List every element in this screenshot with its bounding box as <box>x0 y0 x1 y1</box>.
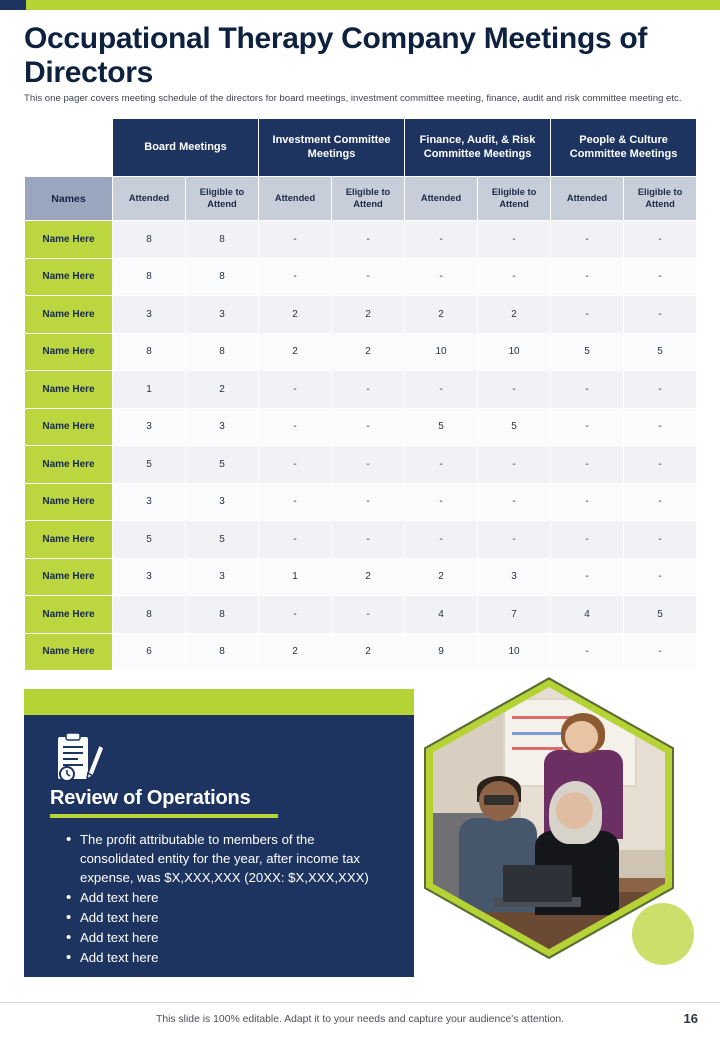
row-name-cell: Name Here <box>25 333 113 371</box>
table-row <box>25 633 697 671</box>
row-name-cell: Name Here <box>25 558 113 596</box>
row-value-cell: - <box>551 371 624 409</box>
row-name-cell: Name Here <box>25 446 113 484</box>
row-value-cell: - <box>478 521 551 559</box>
group-header-finance-audit-risk: Finance, Audit, & Risk Committee Meetings <box>405 119 551 177</box>
row-name-cell: Name Here <box>25 521 113 559</box>
row-value-cell: - <box>551 296 624 334</box>
row-value-cell: - <box>478 221 551 259</box>
row-value-cell: - <box>624 371 697 409</box>
row-value-cell: - <box>551 633 624 671</box>
table-row <box>25 483 697 521</box>
row-value-cell: - <box>478 446 551 484</box>
row-value-cell: 2 <box>332 633 405 671</box>
row-name-cell: Name Here <box>25 483 113 521</box>
row-value-cell: - <box>405 258 478 296</box>
column-header-people-eligible: Eligible to Attend <box>624 177 697 221</box>
table-row <box>25 371 697 409</box>
green-accent-strip <box>24 689 414 715</box>
row-value-cell: 8 <box>186 333 259 371</box>
row-value-cell: 6 <box>113 633 186 671</box>
row-value-cell: 3 <box>186 296 259 334</box>
column-header-board-eligible: Eligible to Attend <box>186 177 259 221</box>
row-value-cell: - <box>551 558 624 596</box>
table-row <box>25 521 697 559</box>
row-value-cell: 2 <box>259 296 332 334</box>
review-title: Review of Operations <box>50 787 251 810</box>
column-header-investment-eligible: Eligible to Attend <box>332 177 405 221</box>
column-header-people-attended: Attended <box>551 177 624 221</box>
table-row <box>25 296 697 334</box>
row-value-cell: - <box>405 521 478 559</box>
review-title-underline <box>50 814 278 818</box>
row-name-cell: Name Here <box>25 296 113 334</box>
table-row <box>25 333 697 371</box>
row-value-cell: - <box>332 258 405 296</box>
row-value-cell: - <box>332 371 405 409</box>
row-value-cell: - <box>551 221 624 259</box>
group-header-people-culture: People & Culture Committee Meetings <box>551 119 697 177</box>
meetings-table <box>24 118 697 671</box>
column-header-finance-eligible: Eligible to Attend <box>478 177 551 221</box>
row-value-cell: - <box>259 483 332 521</box>
row-value-cell: - <box>259 446 332 484</box>
row-value-cell: - <box>624 258 697 296</box>
row-value-cell: 8 <box>186 221 259 259</box>
row-value-cell: 8 <box>186 258 259 296</box>
row-value-cell: 4 <box>405 596 478 634</box>
row-value-cell: - <box>551 483 624 521</box>
row-value-cell: 5 <box>113 446 186 484</box>
row-value-cell: 7 <box>478 596 551 634</box>
row-value-cell: 3 <box>186 558 259 596</box>
review-bullet-item: • Add text here <box>66 888 392 907</box>
row-value-cell: - <box>332 408 405 446</box>
row-value-cell: - <box>259 521 332 559</box>
row-name-cell: Name Here <box>25 221 113 259</box>
row-value-cell: 3 <box>113 558 186 596</box>
bottom-section <box>24 689 696 989</box>
review-bullet-item: • The profit attributable to members of the consolidated entity for the year, after income tax expense, was $X,XXX,XXX (20XX: $X,XXX,XXX) <box>66 830 392 887</box>
row-value-cell: - <box>551 408 624 446</box>
row-value-cell: - <box>405 446 478 484</box>
row-value-cell: 2 <box>259 633 332 671</box>
row-value-cell: 8 <box>186 633 259 671</box>
table-sub-header-row <box>25 177 697 221</box>
column-header-board-attended: Attended <box>113 177 186 221</box>
row-value-cell: 5 <box>405 408 478 446</box>
row-value-cell: 10 <box>478 633 551 671</box>
top-accent-bar-green <box>26 0 720 10</box>
review-bullet-item: • Add text here <box>66 928 392 947</box>
row-value-cell: 5 <box>551 333 624 371</box>
clipboard-icon <box>50 733 108 785</box>
row-value-cell: - <box>405 483 478 521</box>
row-value-cell: - <box>551 521 624 559</box>
group-header-investment: Investment Committee Meetings <box>259 119 405 177</box>
column-header-finance-attended: Attended <box>405 177 478 221</box>
table-row <box>25 221 697 259</box>
group-header-spacer <box>25 119 113 177</box>
row-name-cell: Name Here <box>25 371 113 409</box>
row-value-cell: 8 <box>186 596 259 634</box>
row-value-cell: 5 <box>624 333 697 371</box>
row-value-cell: - <box>259 221 332 259</box>
row-value-cell: 8 <box>113 596 186 634</box>
row-value-cell: 2 <box>405 558 478 596</box>
row-value-cell: - <box>551 258 624 296</box>
row-value-cell: - <box>624 221 697 259</box>
row-value-cell: 2 <box>332 333 405 371</box>
hexagon-photo-group <box>424 677 696 967</box>
review-bullet-item: • Add text here <box>66 948 392 967</box>
row-value-cell: 2 <box>332 558 405 596</box>
table-group-header-row <box>25 119 697 177</box>
page-subtitle: This one pager covers meeting schedule of the directors for board meetings, investment committee meeting, finance, audit and risk committee meeting etc. <box>24 93 682 105</box>
review-bullet-item: • Add text here <box>66 908 392 927</box>
row-value-cell: 8 <box>113 258 186 296</box>
review-bullet-list <box>46 830 392 967</box>
table-row <box>25 258 697 296</box>
row-value-cell: 2 <box>478 296 551 334</box>
row-value-cell: 1 <box>113 371 186 409</box>
table-row <box>25 596 697 634</box>
slide-page <box>0 10 720 1040</box>
row-value-cell: - <box>259 408 332 446</box>
page-number: 16 <box>683 1011 698 1026</box>
row-value-cell: - <box>332 221 405 259</box>
row-value-cell: - <box>624 296 697 334</box>
footer <box>0 1002 720 1040</box>
row-value-cell: 3 <box>113 408 186 446</box>
row-name-cell: Name Here <box>25 408 113 446</box>
row-value-cell: - <box>478 258 551 296</box>
row-value-cell: 2 <box>332 296 405 334</box>
row-value-cell: - <box>259 258 332 296</box>
row-value-cell: 5 <box>478 408 551 446</box>
row-value-cell: 3 <box>113 296 186 334</box>
row-name-cell: Name Here <box>25 596 113 634</box>
row-value-cell: - <box>259 371 332 409</box>
row-value-cell: 3 <box>186 483 259 521</box>
row-value-cell: 5 <box>113 521 186 559</box>
row-value-cell: - <box>259 596 332 634</box>
row-value-cell: 4 <box>551 596 624 634</box>
row-value-cell: 3 <box>113 483 186 521</box>
row-value-cell: - <box>332 596 405 634</box>
row-value-cell: - <box>332 483 405 521</box>
row-value-cell: 2 <box>259 333 332 371</box>
top-accent-bar-dark <box>0 0 26 10</box>
row-value-cell: 1 <box>259 558 332 596</box>
table-row <box>25 558 697 596</box>
row-value-cell: 5 <box>186 446 259 484</box>
row-value-cell: - <box>332 446 405 484</box>
row-value-cell: - <box>624 408 697 446</box>
row-value-cell: - <box>405 221 478 259</box>
row-value-cell: - <box>624 633 697 671</box>
column-header-names: Names <box>25 177 113 221</box>
row-value-cell: 8 <box>113 333 186 371</box>
decorative-circle <box>632 903 694 965</box>
row-value-cell: 3 <box>186 408 259 446</box>
row-value-cell: - <box>478 483 551 521</box>
row-value-cell: - <box>478 371 551 409</box>
row-value-cell: 5 <box>624 596 697 634</box>
table-row <box>25 446 697 484</box>
table-row <box>25 408 697 446</box>
row-value-cell: - <box>405 371 478 409</box>
review-of-operations-card <box>24 715 414 977</box>
table-body <box>25 221 697 671</box>
row-value-cell: - <box>551 446 624 484</box>
row-value-cell: 2 <box>186 371 259 409</box>
row-value-cell: - <box>624 446 697 484</box>
row-value-cell: - <box>624 558 697 596</box>
row-value-cell: 9 <box>405 633 478 671</box>
footer-note: This slide is 100% editable. Adapt it to your needs and capture your audience's attention. <box>155 1014 565 1025</box>
column-header-investment-attended: Attended <box>259 177 332 221</box>
row-value-cell: 10 <box>405 333 478 371</box>
page-title: Occupational Therapy Company Meetings of Directors <box>24 22 648 89</box>
row-name-cell: Name Here <box>25 633 113 671</box>
row-name-cell: Name Here <box>25 258 113 296</box>
row-value-cell: 10 <box>478 333 551 371</box>
row-value-cell: 3 <box>478 558 551 596</box>
row-value-cell: 5 <box>186 521 259 559</box>
row-value-cell: 2 <box>405 296 478 334</box>
row-value-cell: - <box>624 483 697 521</box>
row-value-cell: 8 <box>113 221 186 259</box>
group-header-board: Board Meetings <box>113 119 259 177</box>
row-value-cell: - <box>332 521 405 559</box>
row-value-cell: - <box>624 521 697 559</box>
